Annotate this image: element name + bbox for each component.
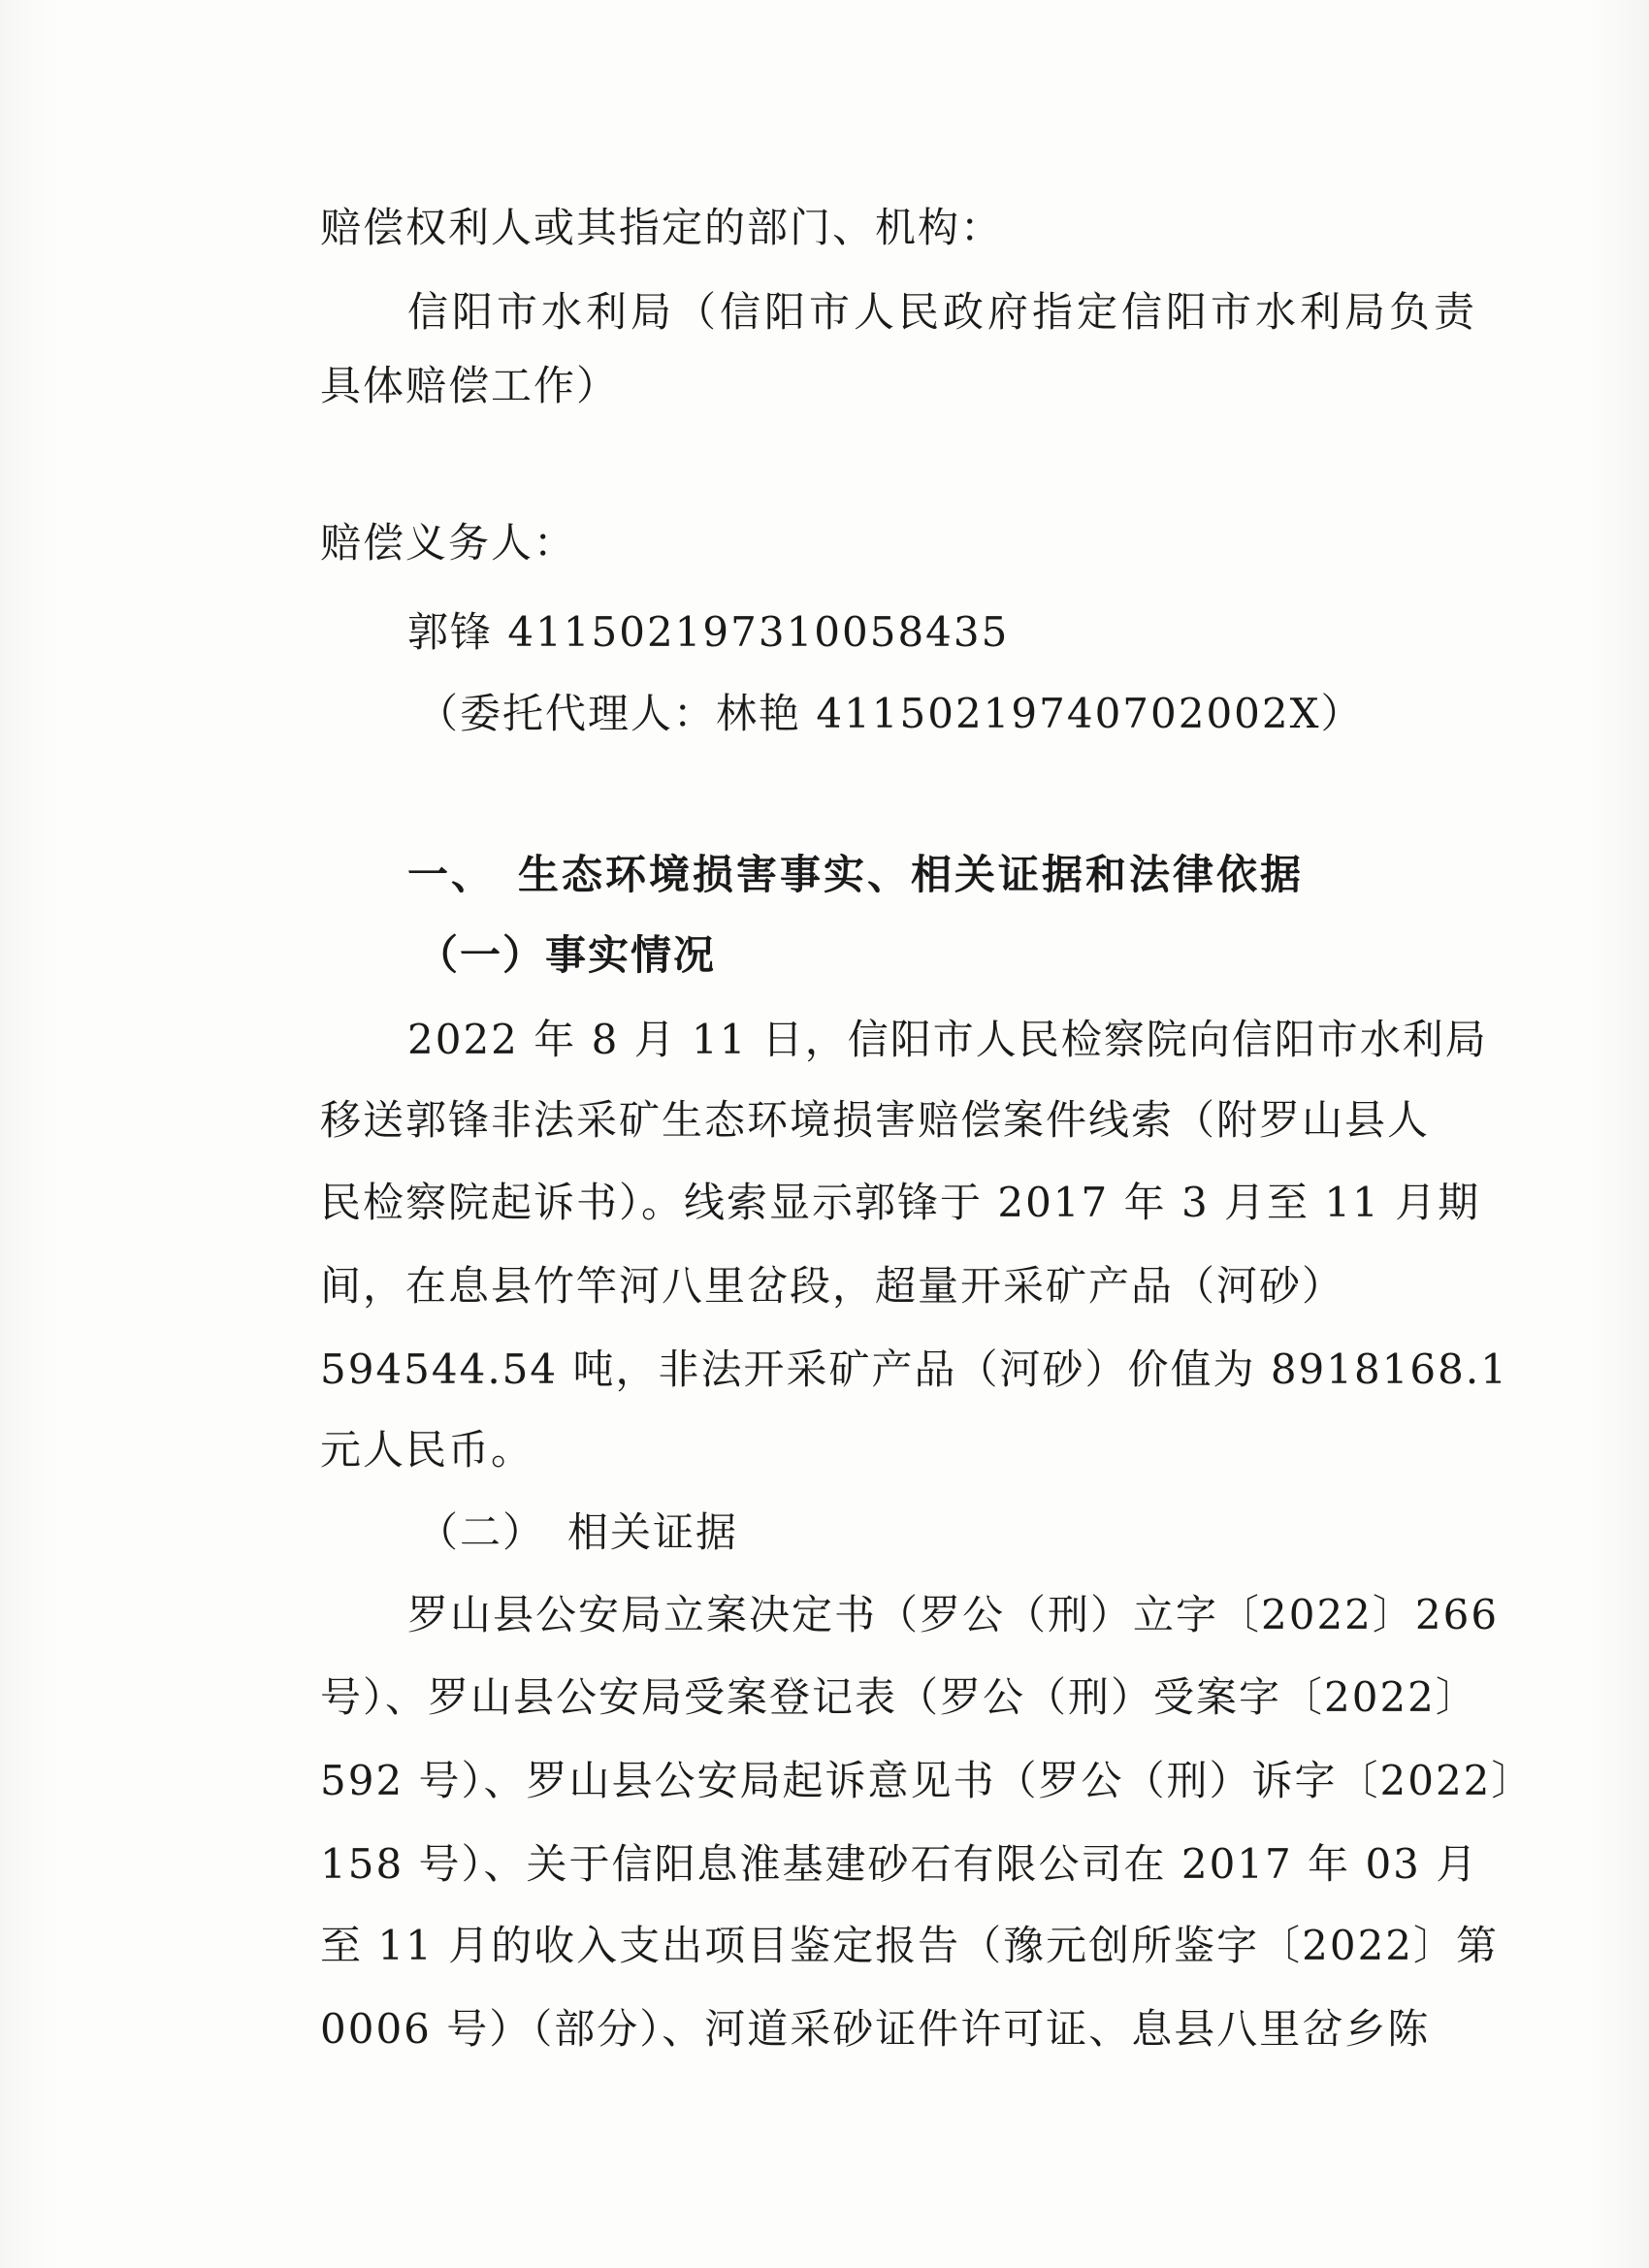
evidence-paragraph-line-2: 号）、罗山县公安局受案登记表（罗公（刑）受案字〔2022〕 [320, 1673, 1478, 1721]
evidence-paragraph-line-6: 0006 号）（部分）、河道采砂证件许可证、息县八里岔乡陈 [320, 2005, 1431, 2053]
compensation-obligor-label: 赔偿义务人： [320, 519, 577, 567]
facts-paragraph-line-6: 元人民币。 [320, 1426, 534, 1474]
facts-paragraph-line-5: 594544.54 吨，非法开采矿产品（河砂）价值为 8918168.1 [320, 1345, 1508, 1393]
evidence-paragraph-line-5: 至 11 月的收入支出项目鉴定报告（豫元创所鉴字〔2022〕第 [320, 1922, 1500, 1969]
right-holder-line-2: 具体赔偿工作） [320, 362, 620, 409]
evidence-paragraph-line-4: 158 号）、关于信阳息淮基建砂石有限公司在 2017 年 03 月 [320, 1840, 1479, 1888]
subsection-heading-facts: （一）事实情况 [417, 931, 717, 979]
agent-name-id: （委托代理人：林艳 41150219740702002X） [417, 690, 1364, 737]
compensation-right-holder-label: 赔偿权利人或其指定的部门、机构： [320, 204, 1004, 251]
obligor-name-id: 郭锋 411502197310058435 [407, 608, 1010, 656]
evidence-paragraph-line-3: 592 号）、罗山县公安局起诉意见书（罗公（刑）诉字〔2022〕 [320, 1757, 1535, 1804]
facts-paragraph-line-3: 民检察院起诉书）。线索显示郭锋于 2017 年 3 月至 11 月期 [320, 1179, 1481, 1226]
facts-paragraph-line-2: 移送郭锋非法采矿生态环境损害赔偿案件线索（附罗山县人 [320, 1096, 1431, 1144]
facts-paragraph-line-1: 2022 年 8 月 11 日，信阳市人民检察院向信阳市水利局 [407, 1016, 1488, 1063]
subsection-heading-evidence: （二） 相关证据 [417, 1508, 739, 1556]
facts-paragraph-line-4: 间，在息县竹竿河八里岔段，超量开采矿产品（河砂） [320, 1262, 1345, 1310]
section-heading-1: 一、 生态环境损害事实、相关证据和法律依据 [407, 851, 1305, 898]
evidence-paragraph-line-1: 罗山县公安局立案决定书（罗公（刑）立字〔2022〕266 [407, 1591, 1500, 1638]
right-holder-line-1: 信阳市水利局（信阳市人民政府指定信阳市水利局负责 [407, 288, 1479, 336]
